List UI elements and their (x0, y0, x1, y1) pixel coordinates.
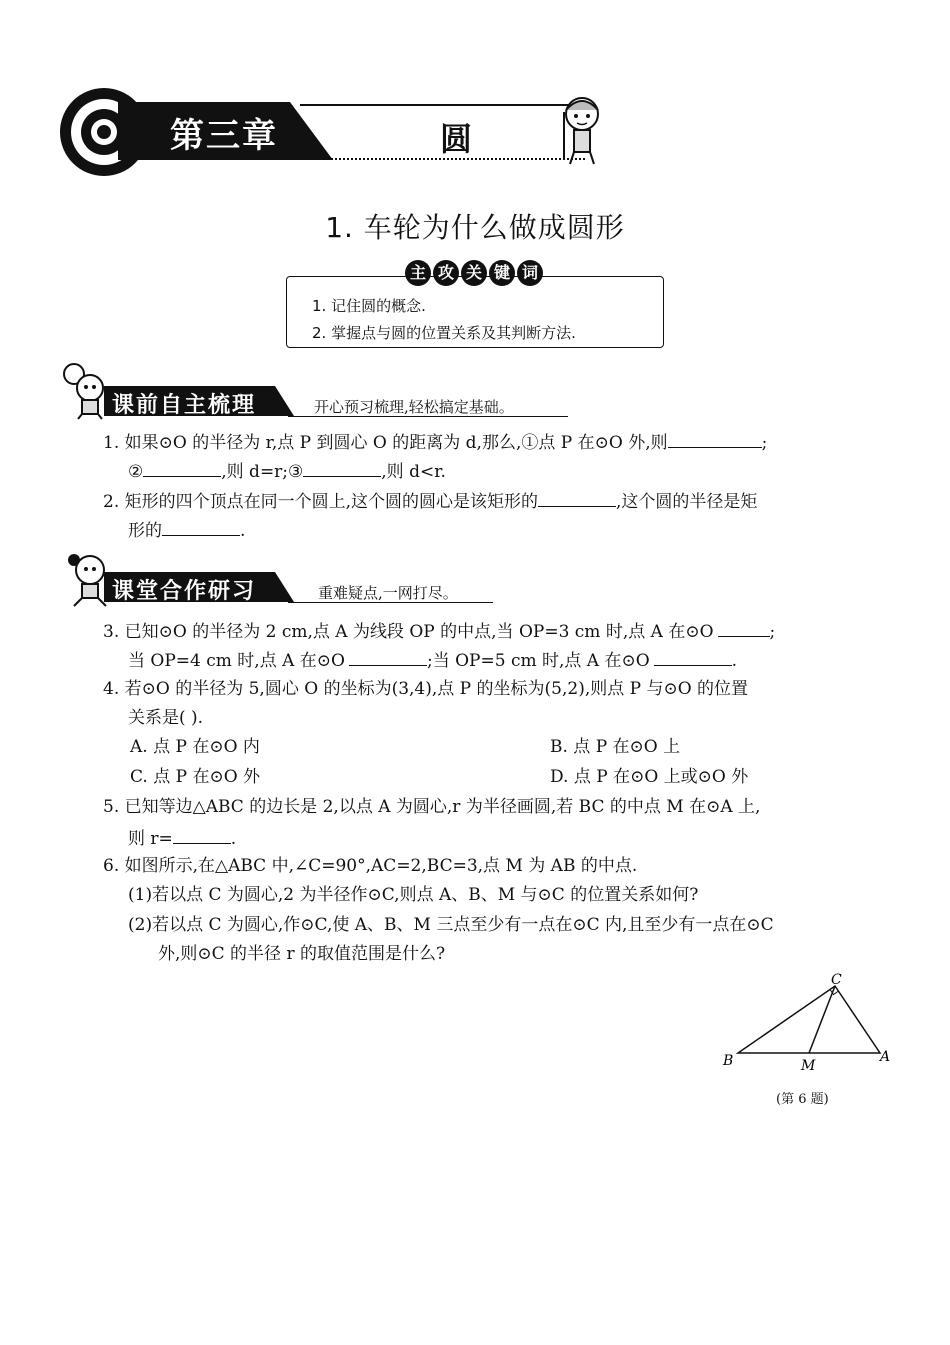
section-subtitle: 开心预习梳理,轻松搞定基础。 (314, 398, 514, 416)
question-3-line-2 (128, 649, 737, 671)
chapter-label: 第三章 (170, 116, 278, 156)
q1-text: 1. 如果⊙O 的半径为 r,点 P 到圆心 O 的距离为 d,那么,①点 P 在⊙O 外,则 (103, 433, 668, 453)
question-1-line-1 (103, 431, 767, 453)
q3-text: ;当 OP=5 cm 时,点 A 在⊙O (426, 651, 650, 671)
figure-caption: (第 6 题) (776, 1092, 829, 1107)
keypoints-header-char: 词 (517, 260, 543, 286)
q2-text: ,这个圆的半径是矩 (616, 492, 758, 512)
q1-text: ; (761, 433, 768, 453)
q2-text: . (240, 521, 246, 541)
point-label-m: M (801, 1058, 816, 1074)
keypoints-header-char: 攻 (433, 260, 459, 286)
chapter-rule-top (300, 104, 585, 106)
question-4-line-1: 4. 若⊙O 的半径为 5,圆心 O 的坐标为(3,4),点 P 的坐标为(5,2),则点 P 与⊙O 的位置 (103, 679, 749, 699)
chapter-title: 圆 (440, 120, 473, 158)
question-2-line-2 (128, 519, 245, 541)
answer-blank[interactable] (654, 649, 732, 666)
q1-text: ② (128, 462, 144, 482)
keypoint-item: 1. 记住圆的概念. (312, 297, 426, 315)
question-6-part-2-line-2: 外,则⊙C 的半径 r 的取值范围是什么? (158, 944, 446, 964)
question-1-line-2 (128, 460, 446, 482)
question-6-part-1: (1)若以点 C 为圆心,2 为半径作⊙C,则点 A、B、M 与⊙C 的位置关系如何? (128, 885, 699, 905)
question-6-part-2-line-1: (2)若以点 C 为圆心,作⊙C,使 A、B、M 三点至少有一点在⊙C 内,且至少有一点在⊙C (128, 915, 774, 935)
answer-blank[interactable] (173, 827, 231, 844)
keypoints-header (405, 260, 543, 286)
q1-text: ,则 d<r. (381, 462, 446, 482)
answer-blank[interactable] (718, 620, 770, 637)
q2-text: 2. 矩形的四个顶点在同一个圆上,这个圆的圆心是该矩形的 (103, 492, 539, 512)
answer-blank[interactable] (538, 490, 616, 507)
option-a[interactable]: A. 点 P 在⊙O 内 (130, 737, 260, 757)
keypoints-header-char: 关 (461, 260, 487, 286)
section-rule (288, 602, 493, 603)
point-label-c: C (831, 972, 842, 988)
keypoints-header-char: 主 (405, 260, 431, 286)
lesson-title: 1. 车轮为什么做成圆形 (325, 211, 625, 244)
median-cm (809, 986, 835, 1053)
keypoint-item: 2. 掌握点与圆的位置关系及其判断方法. (312, 324, 576, 342)
q3-text: . (731, 651, 738, 671)
point-label-b: B (723, 1053, 734, 1069)
section-title: 课堂合作研习 (112, 579, 257, 604)
option-b[interactable]: B. 点 P 在⊙O 上 (550, 737, 681, 757)
answer-blank[interactable] (143, 460, 221, 477)
q3-text: 当 OP=4 cm 时,点 A 在⊙O (128, 651, 345, 671)
point-label-a: A (880, 1049, 891, 1065)
triangle-figure (715, 968, 895, 1078)
question-5-line-1: 5. 已知等边△ABC 的边长是 2,以点 A 为圆心,r 为半径画圆,若 BC 的中点 M 在⊙A 上, (103, 797, 761, 817)
question-3-line-1 (103, 620, 775, 642)
q2-text: 形的 (128, 521, 162, 541)
q5-text: . (230, 829, 237, 849)
question-2-line-1 (103, 490, 757, 512)
question-6-line-1: 6. 如图所示,在△ABC 中,∠C=90°,AC=2,BC=3,点 M 为 AB 的中点. (103, 856, 638, 876)
question-4-line-2: 关系是( ). (128, 708, 204, 728)
option-d[interactable]: D. 点 P 在⊙O 上或⊙O 外 (550, 767, 749, 787)
answer-blank[interactable] (349, 649, 427, 666)
section-rule (288, 416, 568, 417)
answer-blank[interactable] (162, 519, 240, 536)
q3-text: 3. 已知⊙O 的半径为 2 cm,点 A 为线段 OP 的中点,当 OP=3 cm 时,点 A 在⊙O (103, 622, 714, 642)
section-title: 课前自主梳理 (112, 393, 257, 418)
answer-blank[interactable] (668, 431, 762, 448)
q3-text: ; (769, 622, 776, 642)
answer-blank[interactable] (303, 460, 381, 477)
option-c[interactable]: C. 点 P 在⊙O 外 (130, 767, 261, 787)
section-subtitle: 重难疑点,一网打尽。 (318, 584, 458, 602)
question-5-line-2 (128, 827, 236, 849)
mascot-icon (552, 92, 612, 167)
triangle-abc (738, 986, 880, 1053)
keypoints-header-char: 键 (489, 260, 515, 286)
q5-text: 则 r= (128, 829, 173, 849)
q1-text: ,则 d=r;③ (221, 462, 304, 482)
